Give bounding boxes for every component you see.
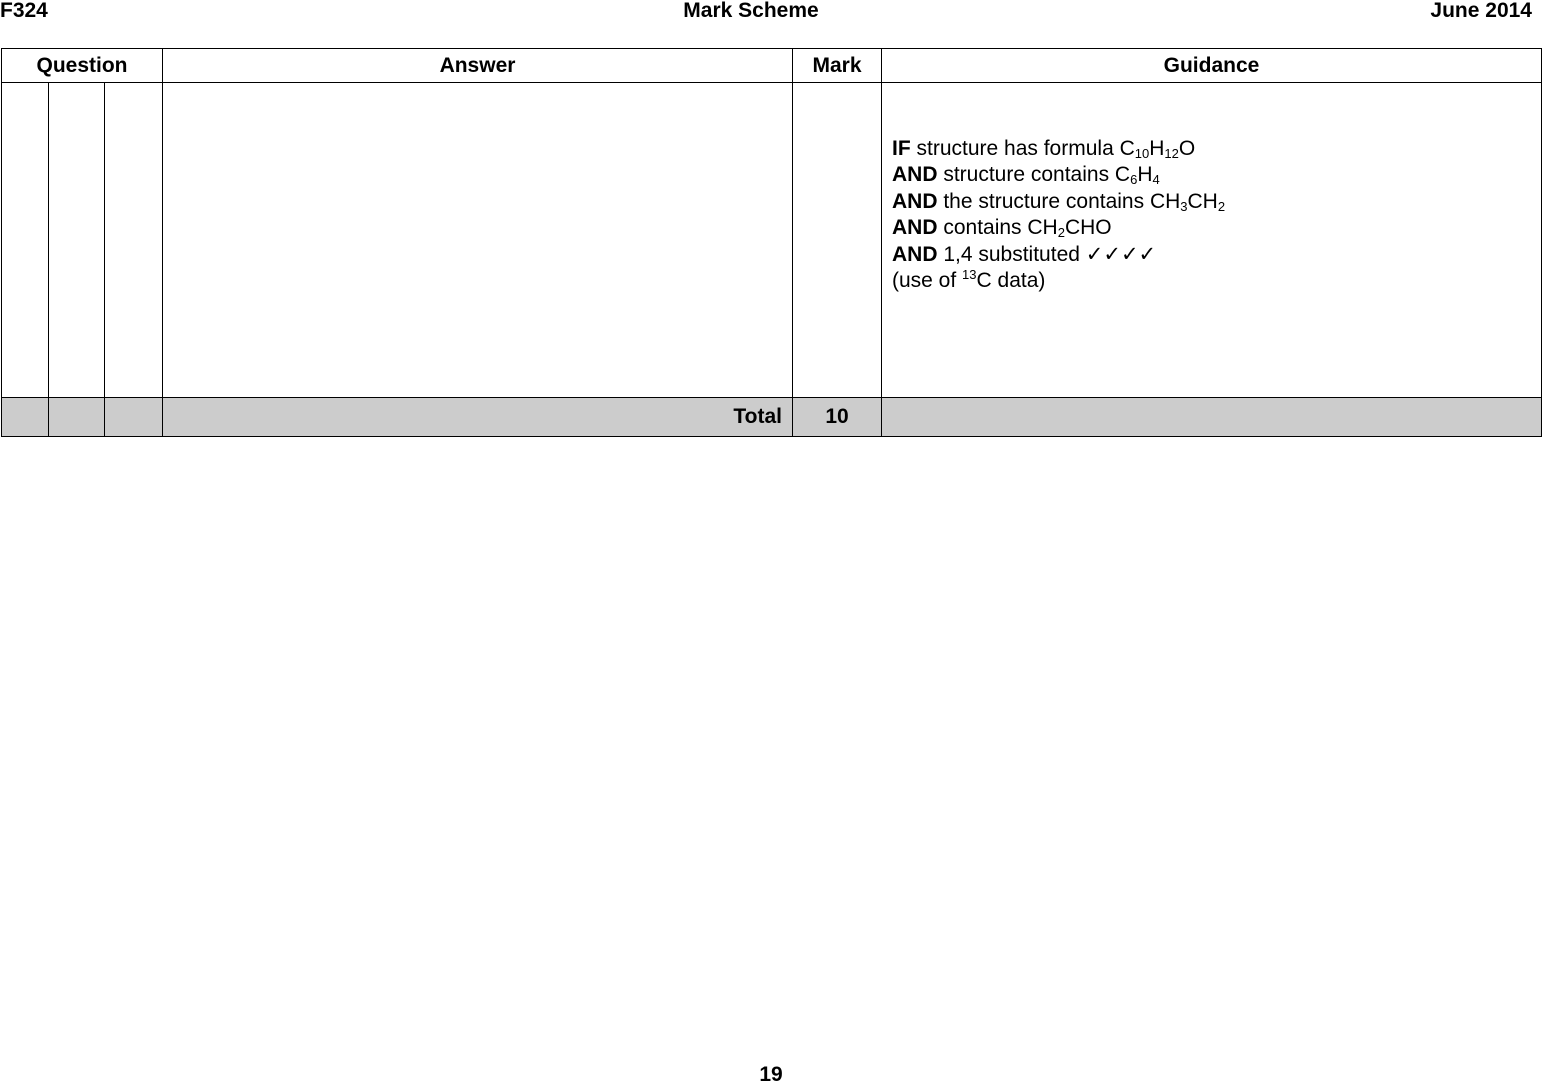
page-header [0, 0, 1542, 24]
guidance-text: H [1149, 137, 1165, 160]
guidance-keyword: AND [892, 242, 938, 266]
total-subpart-cell [105, 398, 163, 437]
guidance-cell [882, 83, 1542, 398]
guidance-line [892, 242, 1533, 268]
guidance-line [892, 162, 1533, 188]
guidance-keyword: AND [892, 163, 938, 187]
guidance-text: C data) [976, 269, 1046, 293]
guidance-text: structure contains C [937, 163, 1131, 187]
guidance-text: CH [1187, 189, 1218, 213]
guidance-line [892, 268, 1533, 294]
guidance-text: CHO [1064, 216, 1112, 240]
guidance-text: 6 [1130, 172, 1138, 188]
mark-scheme-table [1, 48, 1542, 437]
answer-header: Answer [163, 49, 793, 83]
total-mark: 10 [793, 398, 882, 437]
mark-header: Mark [793, 49, 882, 83]
guidance-text: (use of [892, 269, 963, 293]
question-number-cell [2, 83, 49, 398]
guidance-keyword: IF [892, 137, 911, 160]
total-guidance-cell [882, 398, 1542, 437]
question-header: Question [2, 49, 163, 83]
guidance-text: H [1137, 163, 1153, 187]
answer-cell [163, 83, 793, 398]
guidance-header: Guidance [882, 49, 1542, 83]
total-question-cell [2, 398, 49, 437]
guidance-text: 2 [1057, 225, 1065, 241]
paper-code: F324 [0, 0, 48, 22]
total-label: Total [163, 398, 793, 437]
guidance-text: contains CH [937, 216, 1058, 240]
table-row [2, 83, 1542, 398]
guidance-text: the structure contains CH [937, 189, 1181, 213]
guidance-text: 1,4 substituted ✓✓✓✓ [937, 242, 1157, 266]
exam-session: June 2014 [1430, 0, 1532, 22]
table-header-row [2, 49, 1542, 83]
guidance-text: 4 [1152, 172, 1160, 188]
guidance-text: structure has formula C [910, 137, 1135, 160]
guidance-text: O [1178, 137, 1196, 160]
guidance-text: 13 [962, 267, 977, 283]
document-title: Mark Scheme [683, 0, 819, 22]
question-subpart-cell [105, 83, 163, 398]
guidance-text: 10 [1134, 146, 1150, 161]
question-part-cell [49, 83, 105, 398]
guidance-text: 2 [1217, 198, 1226, 214]
guidance-text: 12 [1164, 146, 1179, 161]
total-part-cell [49, 398, 105, 437]
guidance-keyword: AND [892, 216, 938, 240]
guidance-line [892, 189, 1533, 215]
guidance-text: 3 [1180, 198, 1188, 214]
guidance-keyword: AND [892, 189, 938, 213]
page-number: 19 [759, 1063, 783, 1086]
mark-cell [793, 83, 882, 398]
guidance-line [892, 136, 1533, 162]
guidance-line [892, 215, 1533, 241]
total-row [2, 398, 1542, 437]
